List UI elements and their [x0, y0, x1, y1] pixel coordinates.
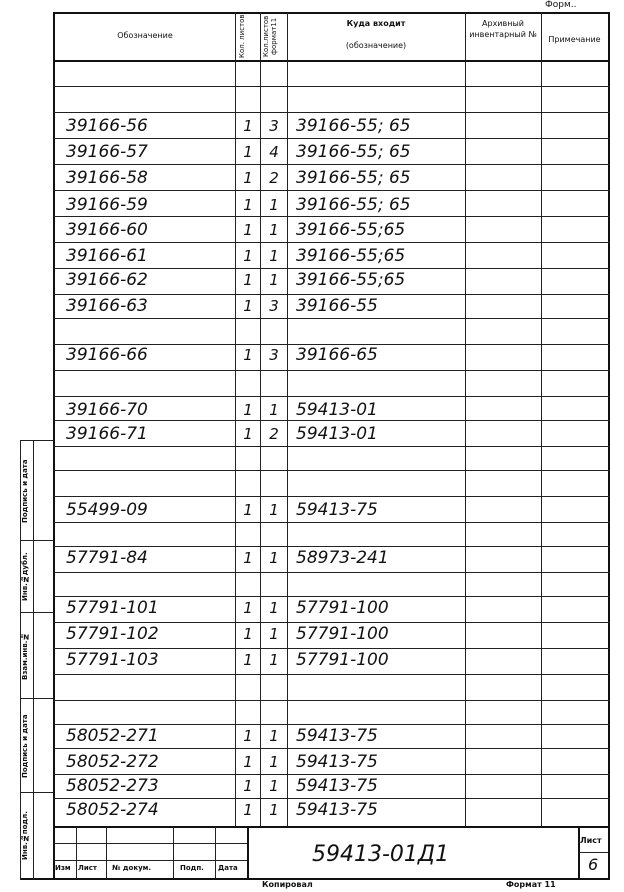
row-used-in: 59413-75	[296, 800, 378, 820]
row-designation: 39166-57	[66, 142, 148, 162]
stamp-row-2	[53, 860, 248, 861]
row-designation: 39166-56	[66, 116, 148, 136]
row-sheet-format: 1	[269, 501, 279, 519]
row-sheet-format: 1	[269, 753, 279, 771]
side-label-sign-date-2: Подпись и дата	[21, 714, 29, 778]
row-used-in: 39166-65	[296, 345, 378, 365]
row-line	[53, 370, 610, 371]
row-designation: 57791-103	[66, 650, 159, 670]
row-sheet-format: 4	[269, 143, 279, 161]
row-used-in: 57791-100	[296, 650, 389, 670]
side-sep-2	[20, 612, 53, 613]
side-label-inv-podl: Инв.№подл.	[21, 811, 29, 861]
side-label-sign-date-1: Подпись и дата	[21, 459, 29, 523]
row-line	[53, 648, 610, 649]
frame-top	[53, 12, 610, 14]
stamp-sheet-sep	[578, 852, 608, 853]
row-line	[53, 86, 610, 87]
row-used-in: 39166-55;65	[296, 270, 406, 290]
row-sheets-count: 1	[243, 346, 253, 364]
row-line	[53, 242, 610, 243]
row-designation: 57791-101	[66, 598, 159, 618]
row-designation: 39166-61	[66, 246, 148, 266]
row-designation: 39166-59	[66, 195, 148, 215]
row-designation: 39166-66	[66, 345, 148, 365]
row-used-in: 57791-100	[296, 598, 389, 618]
row-sheets-count: 1	[243, 401, 253, 419]
row-line	[53, 572, 610, 573]
row-line	[53, 700, 610, 701]
header-archive: Архивный инвентарный №	[469, 19, 537, 39]
row-designation: 39166-62	[66, 270, 148, 290]
row-designation: 39166-70	[66, 400, 148, 420]
row-sheets-count: 1	[243, 777, 253, 795]
row-designation: 58052-271	[66, 726, 159, 746]
stamp-col-4	[215, 826, 216, 878]
row-sheets-count: 1	[243, 501, 253, 519]
row-sheet-format: 3	[269, 346, 279, 364]
row-sheets-count: 1	[243, 143, 253, 161]
row-sheets-count: 1	[243, 196, 253, 214]
row-used-in: 57791-100	[296, 624, 389, 644]
stamp-col-5	[247, 826, 249, 878]
side-label-vzam-inv: Взам.инв.№	[21, 632, 29, 680]
side-label-inv-dubl: Инв.№дубл.	[21, 552, 29, 602]
stamp-list: Лист	[78, 864, 97, 872]
stamp-col-3	[173, 826, 174, 878]
row-sheet-format: 1	[269, 247, 279, 265]
row-designation: 58052-272	[66, 752, 159, 772]
row-used-in: 59413-75	[296, 500, 378, 520]
row-used-in: 59413-01	[296, 400, 378, 420]
row-line	[53, 446, 610, 447]
row-used-in: 39166-55;65	[296, 220, 406, 240]
row-line	[53, 216, 610, 217]
row-used-in: 59413-75	[296, 726, 378, 746]
row-designation: 39166-71	[66, 424, 148, 444]
side-strip-inner	[33, 440, 34, 880]
stamp-sheet-number: 6	[588, 855, 599, 874]
row-designation: 39166-58	[66, 168, 148, 188]
row-used-in: 39166-55; 65	[296, 168, 411, 188]
row-sheet-format: 2	[269, 169, 279, 187]
row-line	[53, 522, 610, 523]
row-sheets-count: 1	[243, 549, 253, 567]
row-line	[53, 724, 610, 725]
header-sheet-format: Кол.листов формат11	[262, 15, 278, 57]
side-sep-3	[20, 698, 53, 699]
row-sheets-count: 1	[243, 651, 253, 669]
row-line	[53, 774, 610, 775]
stamp-document-code: 59413-01Д1	[312, 842, 450, 867]
row-line	[53, 164, 610, 165]
row-sheets-count: 1	[243, 801, 253, 819]
header-sheets-count: Кол. листов	[238, 14, 246, 58]
row-line	[53, 112, 610, 113]
stamp-izm: Изм	[55, 864, 71, 872]
stamp-top	[53, 826, 610, 828]
row-line	[53, 622, 610, 623]
row-line	[53, 596, 610, 597]
header-designation: Обозначение	[117, 31, 173, 40]
stamp-date: Дата	[218, 864, 238, 872]
row-sheets-count: 1	[243, 297, 253, 315]
side-sep-1	[20, 540, 53, 541]
row-designation: 39166-60	[66, 220, 148, 240]
header-note: Примечание	[548, 35, 601, 44]
row-used-in: 39166-55;65	[296, 246, 406, 266]
row-sheets-count: 1	[243, 425, 253, 443]
row-sheet-format: 1	[269, 727, 279, 745]
row-sheet-format: 1	[269, 549, 279, 567]
row-used-in: 39166-55; 65	[296, 142, 411, 162]
row-sheets-count: 1	[243, 753, 253, 771]
stamp-col-2	[106, 826, 107, 878]
row-sheets-count: 1	[243, 221, 253, 239]
row-sheet-format: 1	[269, 599, 279, 617]
row-line	[53, 294, 610, 295]
row-used-in: 39166-55	[296, 296, 378, 316]
row-line	[53, 318, 610, 319]
row-designation: 58052-274	[66, 800, 159, 820]
row-sheet-format: 1	[269, 777, 279, 795]
row-line	[53, 190, 610, 191]
row-sheet-format: 3	[269, 297, 279, 315]
row-sheet-format: 1	[269, 625, 279, 643]
row-sheets-count: 1	[243, 727, 253, 745]
row-line	[53, 798, 610, 799]
row-line	[53, 420, 610, 421]
stamp-sign: Подп.	[180, 864, 204, 872]
row-sheet-format: 1	[269, 801, 279, 819]
row-line	[53, 470, 610, 471]
row-line	[53, 674, 610, 675]
stamp-sheet-label: Лист	[580, 836, 602, 845]
row-sheet-format: 1	[269, 196, 279, 214]
row-designation: 57791-102	[66, 624, 159, 644]
row-sheets-count: 1	[243, 247, 253, 265]
row-sheet-format: 1	[269, 271, 279, 289]
row-sheets-count: 1	[243, 599, 253, 617]
row-designation: 58052-273	[66, 776, 159, 796]
row-line	[53, 396, 610, 397]
stamp-col-1	[76, 826, 77, 878]
row-sheet-format: 1	[269, 401, 279, 419]
row-designation: 55499-09	[66, 500, 148, 520]
row-sheet-format: 1	[269, 221, 279, 239]
row-designation: 39166-63	[66, 296, 148, 316]
row-designation: 57791-84	[66, 548, 148, 568]
row-used-in: 59413-01	[296, 424, 378, 444]
header-used-in: Куда входит	[346, 19, 406, 28]
stamp-format: Формат 11	[506, 880, 556, 889]
header-bottom	[53, 60, 610, 62]
row-line	[53, 546, 610, 547]
side-sep-4	[20, 792, 53, 793]
row-sheet-format: 1	[269, 651, 279, 669]
row-used-in: 59413-75	[296, 752, 378, 772]
row-line	[53, 496, 610, 497]
row-line	[53, 138, 610, 139]
stamp-copied: Копировал	[262, 880, 313, 889]
header-used-in-sub: (обозначение)	[345, 41, 407, 50]
stamp-doc-no: № докум.	[112, 864, 152, 872]
row-sheets-count: 1	[243, 625, 253, 643]
top-corner-label: Форм..	[545, 0, 577, 10]
row-line	[53, 748, 610, 749]
side-sep-0	[20, 440, 53, 441]
row-used-in: 39166-55; 65	[296, 116, 411, 136]
row-sheets-count: 1	[243, 117, 253, 135]
row-used-in: 39166-55; 65	[296, 195, 411, 215]
row-line	[53, 268, 610, 269]
row-used-in: 58973-241	[296, 548, 389, 568]
stamp-row-1	[53, 843, 248, 844]
row-sheets-count: 1	[243, 169, 253, 187]
row-sheet-format: 3	[269, 117, 279, 135]
row-sheet-format: 2	[269, 425, 279, 443]
row-sheets-count: 1	[243, 271, 253, 289]
row-used-in: 59413-75	[296, 776, 378, 796]
